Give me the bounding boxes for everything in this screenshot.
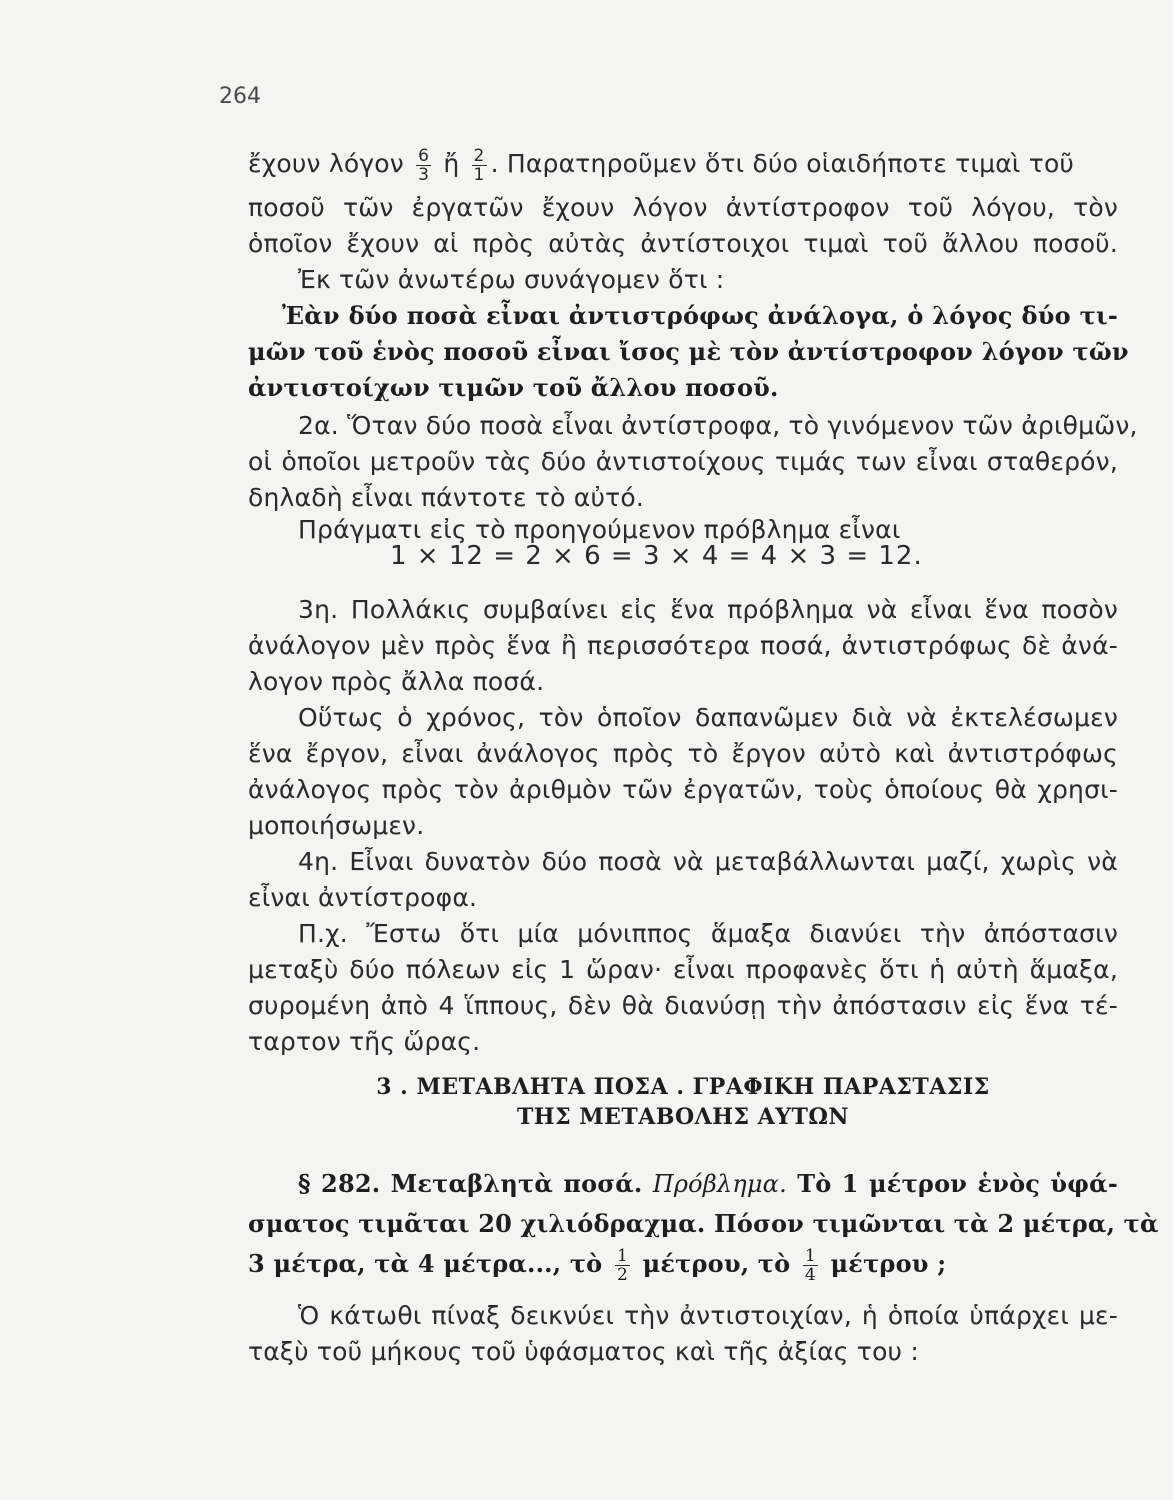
text-segment: ἔχουν λόγον bbox=[248, 149, 404, 178]
text-line: Οὕτως ὁ χρόνος, τὸν ὁποῖον δαπανῶμεν διὰ νὰ ἐκτελέσωμεν bbox=[298, 703, 1118, 732]
page-number: 264 bbox=[219, 84, 261, 109]
equation: 1 × 12 = 2 × 6 = 3 × 4 = 4 × 3 = 12. bbox=[390, 541, 923, 571]
text-line: δηλαδὴ εἶναι πάντοτε τὸ αὐτό. bbox=[248, 483, 645, 512]
paragraph-label: § 282. Μεταβλητὰ ποσά. bbox=[298, 1169, 643, 1198]
text-line: ἀνάλογον μὲν πρὸς ἕνα ἢ περισσότερα ποσά, ἀντιστρόφως δὲ ἀνά- bbox=[248, 631, 1118, 660]
text-line: Ὁ κάτωθι πίναξ δεικνύει τὴν ἀντιστοιχίαν, ἡ ὁποία ὑπάρχει με- bbox=[298, 1301, 1118, 1330]
italic-label: Πρόβλημα. bbox=[652, 1170, 787, 1198]
text-line bbox=[298, 1166, 1118, 1202]
text-line: σματος τιμᾶται 20 χιλιόδραχμα. Πόσον τιμῶνται τὰ 2 μέτρα, τὰ bbox=[248, 1209, 1159, 1238]
fraction bbox=[472, 147, 487, 184]
text-line: συρομένη ἀπὸ 4 ἵππους, δὲν θὰ διανύσῃ τὴν ἀπόστασιν εἰς ἕνα τέ- bbox=[248, 991, 1118, 1020]
text-line bbox=[248, 146, 1118, 184]
text-line: Ἐκ τῶν ἀνωτέρω συνάγομεν ὅτι : bbox=[298, 265, 725, 294]
text-line: εἶναι ἀντίστροφα. bbox=[248, 883, 478, 912]
text-line: Πράγματι εἰς τὸ προηγούμενον πρόβλημα εἶναι bbox=[298, 515, 901, 544]
text-line: 3η. Πολλάκις συμβαίνει εἰς ἕνα πρόβλημα νὰ εἶναι ἕνα ποσὸν bbox=[298, 595, 1118, 624]
fraction-denominator: 3 bbox=[418, 164, 430, 185]
fraction-numerator: 1 bbox=[804, 1246, 816, 1266]
fraction-denominator: 4 bbox=[804, 1265, 816, 1285]
text-segment: μέτρου ; bbox=[830, 1249, 947, 1278]
section-heading: 3 . ΜΕΤΑΒΛΗΤΑ ΠΟΣΑ . ΓΡΑΦΙΚΗ ΠΑΡΑΣΤΑΣΙΣ bbox=[376, 1074, 990, 1100]
text-line bbox=[248, 1246, 1118, 1284]
fraction-numerator: 1 bbox=[616, 1246, 628, 1266]
text-line: ὁποῖον ἔχουν αἱ πρὸς αὐτὰς ἀντίστοιχοι τιμαὶ τοῦ ἄλλου ποσοῦ. bbox=[248, 229, 1118, 258]
text-segment: . Παρατηροῦμεν ὅτι δύο οἱαιδήποτε τιμαὶ τοῦ bbox=[490, 149, 1075, 178]
text-line: μεταξὺ δύο πόλεων εἰς 1 ὥραν· εἶναι προφανὲς ὅτι ἡ αὐτὴ ἅμαξα, bbox=[248, 955, 1118, 984]
text-line: ἕνα ἔργον, εἶναι ἀνάλογος πρὸς τὸ ἔργον αὐτὸ καὶ ἀντιστρόφως bbox=[248, 739, 1118, 768]
fraction bbox=[803, 1247, 818, 1284]
text-line: Π.χ. Ἔστω ὅτι μία μόνιππος ἅμαξα διανύει τὴν ἀπόστασιν bbox=[298, 919, 1118, 948]
text-line: 4η. Εἶναι δυνατὸν δύο ποσὰ νὰ μεταβάλλωνται μαζί, χωρὶς νὰ bbox=[298, 847, 1118, 876]
text-line: ἀνάλογος πρὸς τὸν ἀριθμὸν τῶν ἐργατῶν, τοὺς ὁποίους θὰ χρησι- bbox=[248, 775, 1118, 804]
text-segment: 3 μέτρα, τὰ 4 μέτρα..., τὸ bbox=[248, 1249, 603, 1278]
fraction bbox=[416, 147, 431, 184]
text-line: ποσοῦ τῶν ἐργατῶν ἔχουν λόγον ἀντίστροφον τοῦ λόγου, τὸν bbox=[248, 193, 1118, 222]
text-segment: μέτρου, τὸ bbox=[642, 1249, 791, 1278]
fraction bbox=[615, 1247, 630, 1284]
fraction-denominator: 1 bbox=[473, 164, 485, 185]
text-line: οἱ ὁποῖοι μετροῦν τὰς δύο ἀντιστοίχους τιμάς των εἶναι σταθερόν, bbox=[248, 447, 1118, 476]
text-segment: Τὸ 1 μέτρον ἑνὸς ὑφά- bbox=[797, 1169, 1119, 1198]
text-segment: ἤ bbox=[443, 149, 460, 178]
fraction-denominator: 2 bbox=[616, 1265, 628, 1285]
text-line: λογον πρὸς ἄλλα ποσά. bbox=[248, 667, 545, 696]
text-line: ταξὺ τοῦ μήκους τοῦ ὑφάσματος καὶ τῆς ἀξίας του : bbox=[248, 1337, 919, 1366]
text-line: μοποιήσωμεν. bbox=[248, 811, 425, 840]
section-heading: ΤΗΣ ΜΕΤΑΒΟΛΗΣ ΑΥΤΩΝ bbox=[516, 1104, 850, 1130]
rule-line: μῶν τοῦ ἑνὸς ποσοῦ εἶναι ἴσος μὲ τὸν ἀντίστροφον λόγον τῶν bbox=[248, 337, 1129, 366]
rule-line: Ἐὰν δύο ποσὰ εἶναι ἀντιστρόφως ἀνάλογα, ὁ λόγος δύο τι- bbox=[282, 301, 1118, 330]
text-line: 2α. Ὅταν δύο ποσὰ εἶναι ἀντίστροφα, τὸ γινόμενον τῶν ἀριθμῶν, bbox=[298, 411, 1138, 440]
fraction-numerator: 6 bbox=[418, 145, 430, 166]
rule-line: ἀντιστοίχων τιμῶν τοῦ ἄλλου ποσοῦ. bbox=[248, 373, 779, 402]
text-line: ταρτον τῆς ὥρας. bbox=[248, 1027, 481, 1056]
fraction-numerator: 2 bbox=[473, 145, 485, 166]
